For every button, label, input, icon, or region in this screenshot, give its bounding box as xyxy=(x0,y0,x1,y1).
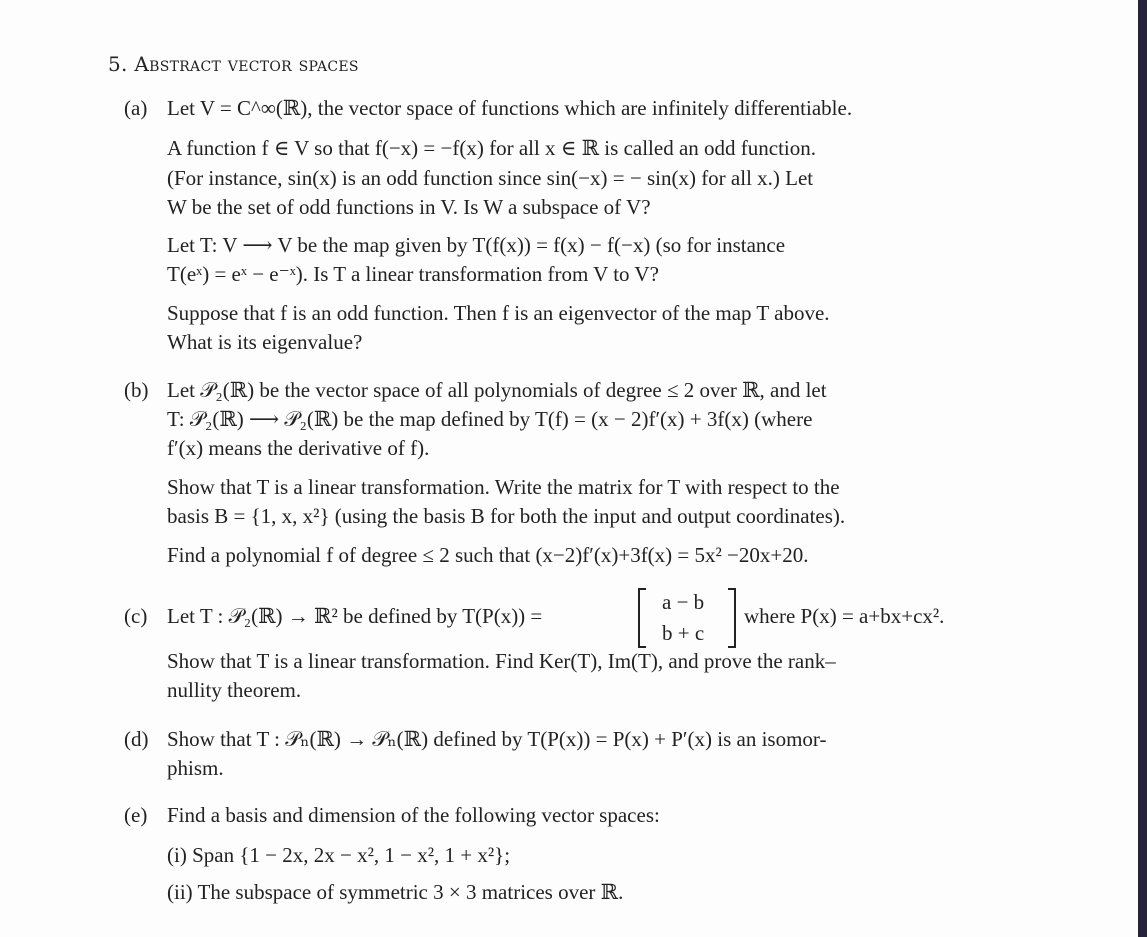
part-b-line: f′(x) means the derivative of f). xyxy=(167,436,430,460)
part-e-item-ii: (ii) The subspace of symmetric 3 × 3 matrices over ℝ. xyxy=(167,880,624,904)
matrix-right-bracket xyxy=(728,588,736,648)
part-c-pre: Let T : 𝒫₂(ℝ) → ℝ² be defined by T(P(x)) = xyxy=(167,604,543,628)
part-d-line: phism. xyxy=(167,756,224,780)
part-a-line: A function f ∈ V so that f(−x) = −f(x) for all x ∈ ℝ is called an odd function. xyxy=(167,136,817,160)
section-number: 5. xyxy=(108,52,128,76)
part-c-label: (c) xyxy=(124,604,148,628)
matrix-left-bracket xyxy=(638,588,646,648)
part-c-post: where P(x) = a+bx+cx². xyxy=(744,604,945,628)
part-a-line: (For instance, sin(x) is an odd function since sin(−x) = − sin(x) for all x.) Let xyxy=(167,166,814,190)
matrix-row-1: a − b xyxy=(662,590,705,614)
part-c-line: Show that T is a linear transformation. Find Ker(T), Im(T), and prove the rank– xyxy=(167,649,836,673)
part-a-line: Let V = C^∞(ℝ), the vector space of functions which are infinitely differentiable. xyxy=(167,96,853,120)
part-e-item-i: (i) Span {1 − 2x, 2x − x², 1 − x², 1 + x²}; xyxy=(167,843,511,867)
part-e-label: (e) xyxy=(124,803,148,827)
part-a-label: (a) xyxy=(124,96,148,120)
part-d-label: (d) xyxy=(124,727,149,751)
section-title xyxy=(108,52,359,76)
part-a-line: Let T: V ⟶ V be the map given by T(f(x)) = f(x) − f(−x) (so for instance xyxy=(167,233,786,257)
scrollbar[interactable] xyxy=(1118,0,1132,937)
part-a-line: W be the set of odd functions in V. Is W a subspace of V? xyxy=(167,195,651,219)
part-b-label: (b) xyxy=(124,378,149,402)
part-b-line: Show that T is a linear transformation. Write the matrix for T with respect to the xyxy=(167,475,840,499)
part-d-line: Show that T : 𝒫ₙ(ℝ) → 𝒫ₙ(ℝ) defined by T(P(x)) = P(x) + P′(x) is an isomor- xyxy=(167,727,827,751)
part-a-line: What is its eigenvalue? xyxy=(167,330,363,354)
part-b-line: Let 𝒫₂(ℝ) be the vector space of all polynomials of degree ≤ 2 over ℝ, and let xyxy=(167,378,827,402)
part-c-line: nullity theorem. xyxy=(167,678,302,702)
matrix-row-2: b + c xyxy=(662,621,705,645)
part-e-line: Find a basis and dimension of the following vector spaces: xyxy=(167,803,660,827)
part-b-line: T: 𝒫₂(ℝ) ⟶ 𝒫₂(ℝ) be the map defined by T(f) = (x − 2)f′(x) + 3f(x) (where xyxy=(167,407,813,431)
window-edge xyxy=(1138,0,1147,937)
part-b-line: basis B = {1, x, x²} (using the basis B for both the input and output coordinates). xyxy=(167,504,846,528)
part-a-line: Suppose that f is an odd function. Then f is an eigenvector of the map T above. xyxy=(167,301,830,325)
section-heading: Abstract vector spaces xyxy=(134,52,359,76)
part-a-line: T(eˣ) = eˣ − e⁻ˣ). Is T a linear transformation from V to V? xyxy=(167,262,659,286)
part-b-line: Find a polynomial f of degree ≤ 2 such that (x−2)f′(x)+3f(x) = 5x² −20x+20. xyxy=(167,543,809,567)
